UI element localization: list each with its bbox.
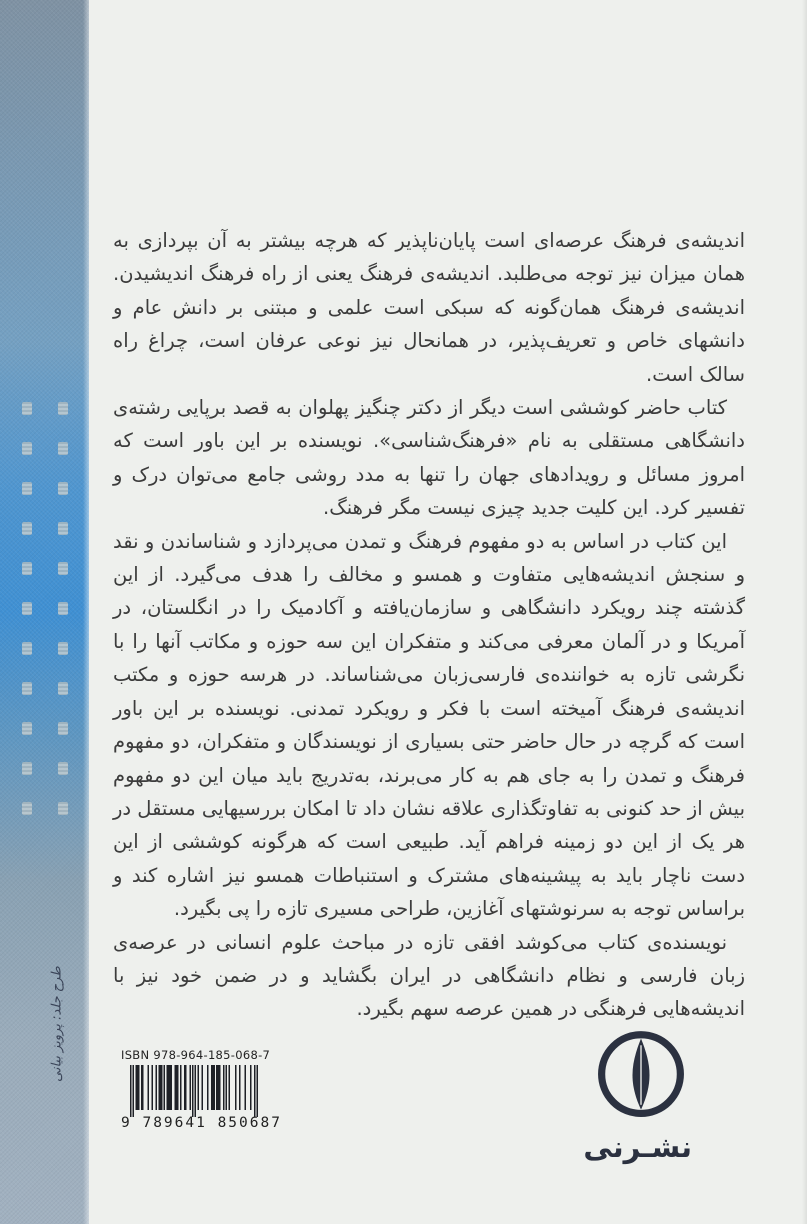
page-edge-shadow bbox=[802, 0, 807, 1224]
spine-dash bbox=[22, 482, 32, 495]
spine-dash bbox=[22, 602, 32, 615]
spine-dash bbox=[58, 602, 68, 615]
back-cover-text bbox=[113, 224, 745, 1026]
spine-dash bbox=[58, 762, 68, 775]
spine-dash bbox=[22, 762, 32, 775]
isbn-label: ISBN 978-964-185-068-7 bbox=[121, 1048, 271, 1062]
spine-dash bbox=[22, 402, 32, 415]
ney-leaf-in-circle-icon bbox=[593, 1026, 689, 1126]
spine-dash bbox=[22, 562, 32, 575]
spine-dash bbox=[22, 802, 32, 815]
spine-dash bbox=[58, 722, 68, 735]
paragraph: اندیشه‌ی فرهنگ عرصه‌ای است پایان‌ناپذیر که هرچه بیشتر به آن بپردازی به همان میزان نیز توجه می‌طلبد. اندیشه‌ی فرهنگ یعنی از راه فرهنگ اندیشیدن. اندیشه‌ی فرهنگ همان‌گونه که سبکی است علمی و مبتنی بر دانش عام و دانشهای خاص و تعریف‌پذیر، در همانحال نیز نوعی عرفان است، چراغ راه سالک است. bbox=[113, 229, 745, 386]
spine-dash bbox=[22, 642, 32, 655]
paragraph: این کتاب در اساس به دو مفهوم فرهنگ و تمدن می‌پردازد و شناساندن و نقد و سنجش اندیشه‌هایی متفاوت و همسو و مخالف را هدف می‌گیرد. از این گذشته چند رویکرد دانشگاهی و سازمان‌یافته و آکادمیک را در انگلستان، در آمریکا و در آلمان معرفی می‌کند و متفکران این سه حوزه و مکاتب آنها را با نگرشی تازه به خواننده‌ی فارسی‌زبان می‌شناساند. در هرسه حوزه و مکتب اندیشه‌ی فرهنگ آمیخته است با فکر و رویکرد تمدنی. نویسنده بر این باور است که گرچه در حال حاضر حتی بسیاری از نویسندگان و متفکران، دو مفهوم فرهنگ و تمدن را به جای هم به کار می‌برند، به‌تدریج باید میان این دو مفهوم بیش از حد کنونی به تفاوتگذاری علاقه نشان داد تا امکان بررسیهایی مستقل در هر یک از این دو زمینه فراهم آید. طبیعی است که هرگونه کوششی از این دست ناچار باید به پیشینه‌های مشترک و استنباطات همسو نیز اشاره کند و براساس توجه به سرنوشتهای آغازین، طراحی مسیری تازه را پی بگیرد. bbox=[113, 529, 745, 921]
paragraph: کتاب حاضر کوششی است دیگر از دکتر چنگیز پهلوان به قصد برپایی رشته‌ی دانشگاهی مستقلی به نام «فرهنگ‌شناسی». نویسنده بر این باور است که امروز مسائل و رویدادهای جهان را تنها به مدد روشی جامع می‌توان درک و تفسیر کرد. این کلیت جدید چیزی نیست مگر فرهنگ. bbox=[113, 396, 745, 520]
spine-dash bbox=[22, 722, 32, 735]
barcode-block bbox=[121, 1048, 282, 1131]
publisher-name: نشـرنی bbox=[583, 1130, 692, 1164]
spine-strip: طرح جلد: پرویز بیانی bbox=[0, 0, 89, 1224]
spine-dash bbox=[22, 442, 32, 455]
spine-dash bbox=[58, 562, 68, 575]
spine-dash bbox=[58, 442, 68, 455]
spine-dash bbox=[58, 802, 68, 815]
spine-dash bbox=[58, 482, 68, 495]
spine-dash bbox=[58, 682, 68, 695]
spine-dash bbox=[58, 522, 68, 535]
spine-dash bbox=[22, 522, 32, 535]
paragraph: نویسنده‌ی کتاب می‌کوشد افقی تازه در مباحث علوم انسانی در عرصه‌ی زبان فارسی و نظام دانشگاهی در ایران بگشاید و در ضمن خود نیز با اندیشه‌هایی فرهنگی در همین عرصه سهم بگیرد. bbox=[113, 930, 745, 1021]
spine-dash bbox=[58, 642, 68, 655]
barcode-bars-icon bbox=[130, 1065, 258, 1117]
spine-dash bbox=[58, 402, 68, 415]
barcode-digits: 9 789641 850687 bbox=[121, 1115, 282, 1131]
spine-dash bbox=[22, 682, 32, 695]
publisher-logo bbox=[583, 1026, 692, 1164]
